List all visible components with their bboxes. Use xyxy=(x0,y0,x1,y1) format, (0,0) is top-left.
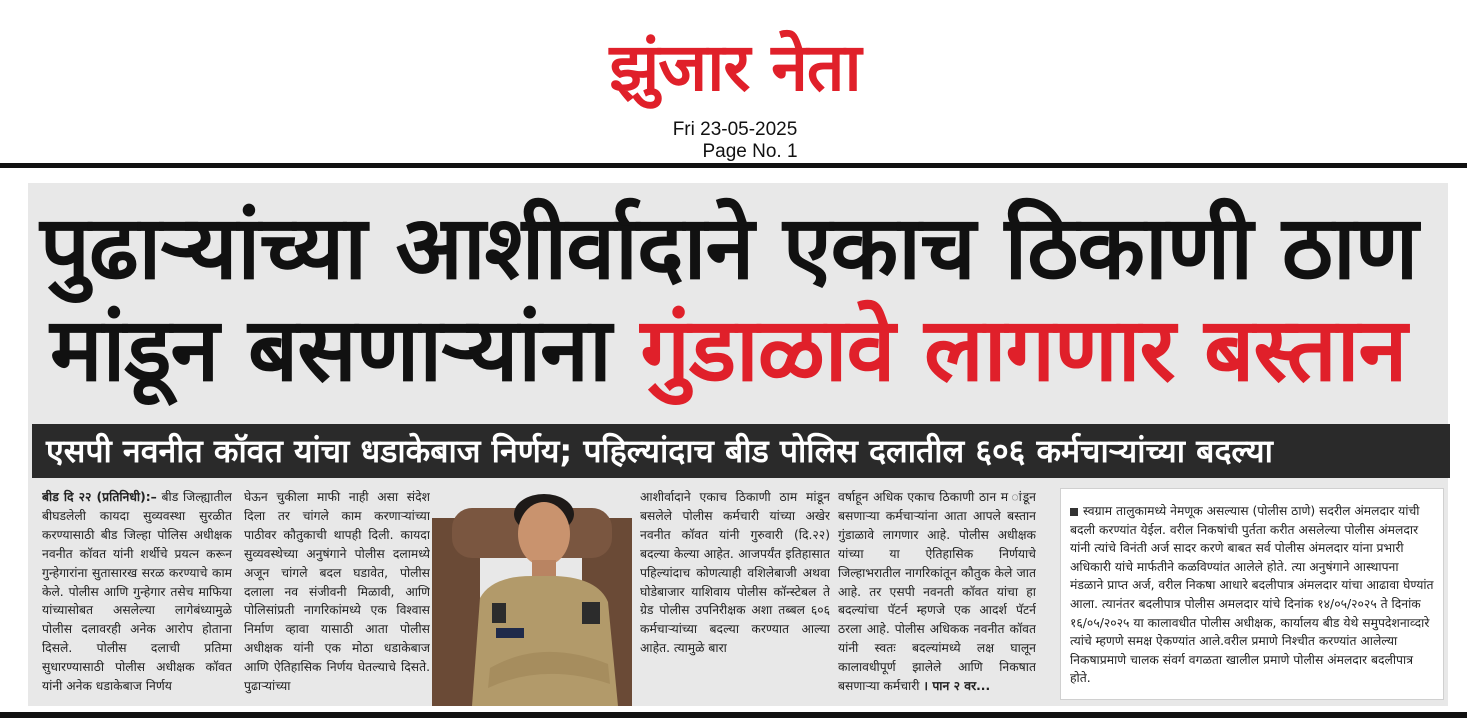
column-1-text: बीड जिल्ह्यातील बीघडलेली कायदा सुव्यवस्था सुरळीत करण्यासाठी बीड जिल्हा पोलिस अधीक्षक नवनीत कॉवत यांनी शर्थीचे प्रयत्न करून गुन्हेगारांना सुतासारख सरळ करण्याचे काम केले. पोलीस आणि गुन्हेगार तसेच माफिया यांच्यासोबत असलेल्या लागेबंध्यामुळे पोलीस दलावरही अनेक आरोप होताना दिसले. पोलीस दलाची प्रतिमा सुधारण्यासाठी पोलीस अधीक्षक कॉवत यांनी अनेक धडाकेबाज निर्णय xyxy=(42,490,232,694)
box-body: स्वग्राम तालुकामध्ये नेमणूक असल्यास (पोलीस ठाणे) सदरील अंमलदार यांची बदली करण्यांत येईल. वरील निकषांची पुर्तता करीत असलेल्या पोलीस अंमलदार यांनी त्यांचे विनंती अर्ज सादर करणे बाबत सर्व पोलीस अंमलदार यांना प्रभारी अधिकारी यांचे मार्फतीने कळविण्यांत आलेले होते. त्या अनुषंगाने आस्थापना मंडळाने प्राप्त अर्ज, वरील निकषा आधारे बदलीपात्र अंमलदार यांचा आढावा घेण्यांत आला. त्यानंतर बदलीपात्र पोलीस अमलदार यांचे दिनांक १४/०५/२०२५ ते दिनांक १६/०५/२०२५ या कालावधीत पोलीस अधीक्षक, कार्यालय बीड येथे समुपदेशनाव्दारे त्यांचे म्हणणे समक्ष ऐकण्यांत आले.वरील प्रमाणे निश्चीत करण्यांत आलेल्या निकषाप्रमाणे चालक संवर्ग वगळता खालील प्रमाणे पोलीस अंमलदार बदलीपात्र होते. xyxy=(1070,504,1434,686)
headline-red-part: गुंडाळावे लागणार बस्तान xyxy=(640,298,1407,401)
continued-on-page-2: । पान २ वर... xyxy=(923,679,991,694)
article-column-2: घेऊन चुकीला माफी नाही असा संदेश दिला तर चांगले काम करणाऱ्यांच्या पाठीवर कौतुकाची थापही दिली. कायदा सुव्यवस्थेच्या अनुषंगाने पोलीस दलामध्ये अजून चांगले बदल घडावेत, पोलीस दलाला नव संजीवनी मिळावी, आणि पोलिसांप्रती नागरिकांमध्ये एक विश्वास निर्माण व्हावा यासाठी आता पोलीस अधीक्षक यांनी एक मोठा धडाकेबाज आणि ऐतिहासिक निर्णय घेतल्याचे दिसते. पुढाऱ्यांच्या xyxy=(244,490,430,694)
headline-line-1: पुढाऱ्यांच्या आशीर्वादाने एकाच ठिकाणी ठाण xyxy=(40,196,1418,299)
subheadline: एसपी नवनीत कॉवत यांचा धडाकेबाज निर्णय; पहिल्यांदाच बीड पोलिस दलातील ६०६ कर्मचाऱ्यांच्या बदल्या xyxy=(46,432,1273,470)
masthead-divider xyxy=(0,163,1467,168)
sidebar-box-text xyxy=(1070,502,1434,688)
officer-portrait-image xyxy=(432,478,632,706)
publication-date: Fri 23-05-2025 xyxy=(672,119,798,140)
newspaper-logo: झुंजार नेता xyxy=(609,29,861,106)
article-column-3: आशीर्वादाने एकाच ठिकाणी ठाम मांडून बसलेले पोलीस कर्मचारी यांच्या अखेर नवनीत कॉवत यांनी गुरुवारी (दि.२२) बदल्या केल्या आहेत. आजपर्यंत इतिहासात पहिल्यांदाच कोणत्याही वशिलेबाजी अथवा घोडेबाजार याशिवाय पोलीस कॉन्स्टेबल ते ग्रेड पोलीस उपनिरीक्षक अशा तब्बल ६०६ कर्मचाऱ्यांच्या बदल्या करण्यात आल्या आहेत. त्यामुळे बारा xyxy=(640,490,830,656)
square-bullet-icon xyxy=(1070,508,1078,516)
article-column-4 xyxy=(838,488,1036,698)
article-column-1 xyxy=(42,488,232,698)
byline: बीड दि २२ (प्रतिनिधी):– xyxy=(42,490,157,504)
bottom-divider xyxy=(0,712,1467,718)
headline-line-2 xyxy=(50,300,1450,400)
column-4-text: वर्षाहून अधिक एकाच ठिकाणी ठान म ांडून बसणाऱ्या कर्मचाऱ्यांना आता आपले बस्तान गुंडाळावे लागणार आहे. पोलीस अधीक्षक यांच्या या ऐतिहासिक निर्णयाचे जिल्हाभरातील नागरिकांतून कौतुक केले जात आहे. तर एसपी नवनती कॉवत यांचा हा बदल्यांचा पॅटर्न म्हणजे एक आदर्श पॅटर्न ठरला आहे. पोलीस अधिकक नवनीत कॉवत यांनी स्वतः बदल्यांमध्ये लक्ष घालून कालावधीपूर्ण झालेले आणि निकषात बसणाऱ्या कर्मचारी xyxy=(838,490,1036,694)
page-number: Page No. 1 xyxy=(702,141,798,162)
officer-photo xyxy=(432,478,632,706)
masthead xyxy=(0,0,1467,166)
headline-black-part: मांडून बसणाऱ्यांना xyxy=(50,298,611,401)
